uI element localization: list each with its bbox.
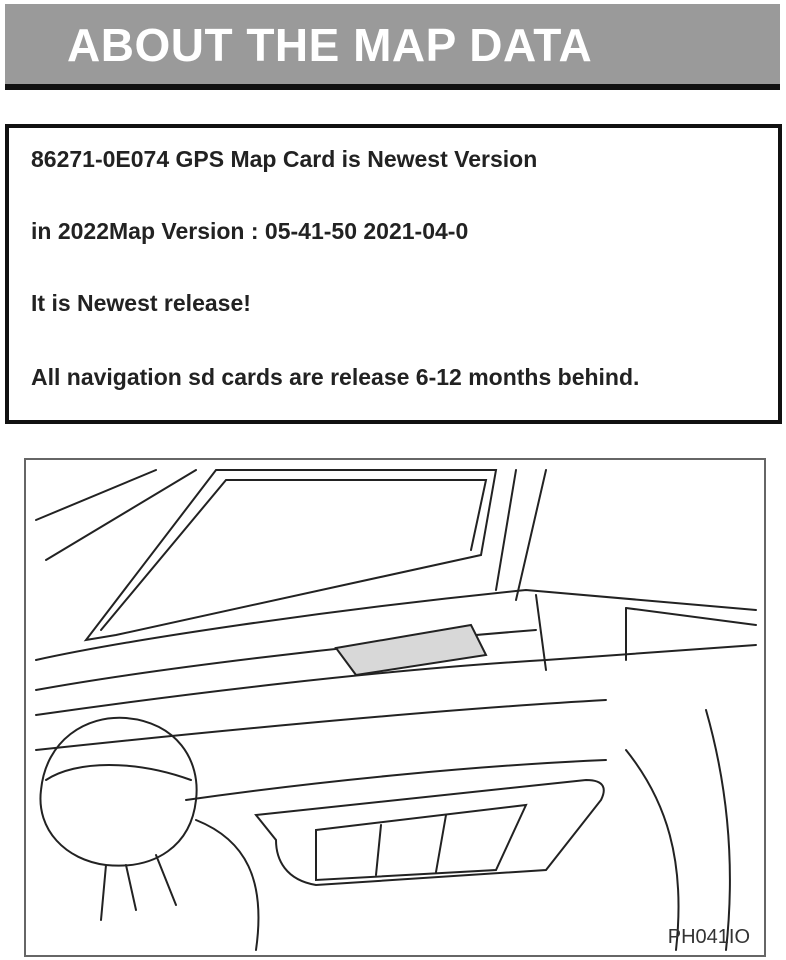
info-line-newest: It is Newest release! — [31, 290, 251, 316]
page-title: ABOUT THE MAP DATA — [67, 19, 593, 71]
info-line-part-number: 86271-0E074 GPS Map Card is Newest Version — [31, 146, 538, 172]
info-line-release-note: All navigation sd cards are release 6-12 months behind. — [31, 364, 640, 390]
dashboard-drawing-icon — [26, 460, 764, 955]
figure-caption: PH041IO — [667, 926, 750, 948]
header-banner — [5, 4, 780, 90]
info-line-map-version: in 2022Map Version : 05-41-50 2021-04-0 — [31, 218, 469, 244]
dashboard-illustration — [24, 458, 766, 957]
info-box — [5, 124, 782, 424]
